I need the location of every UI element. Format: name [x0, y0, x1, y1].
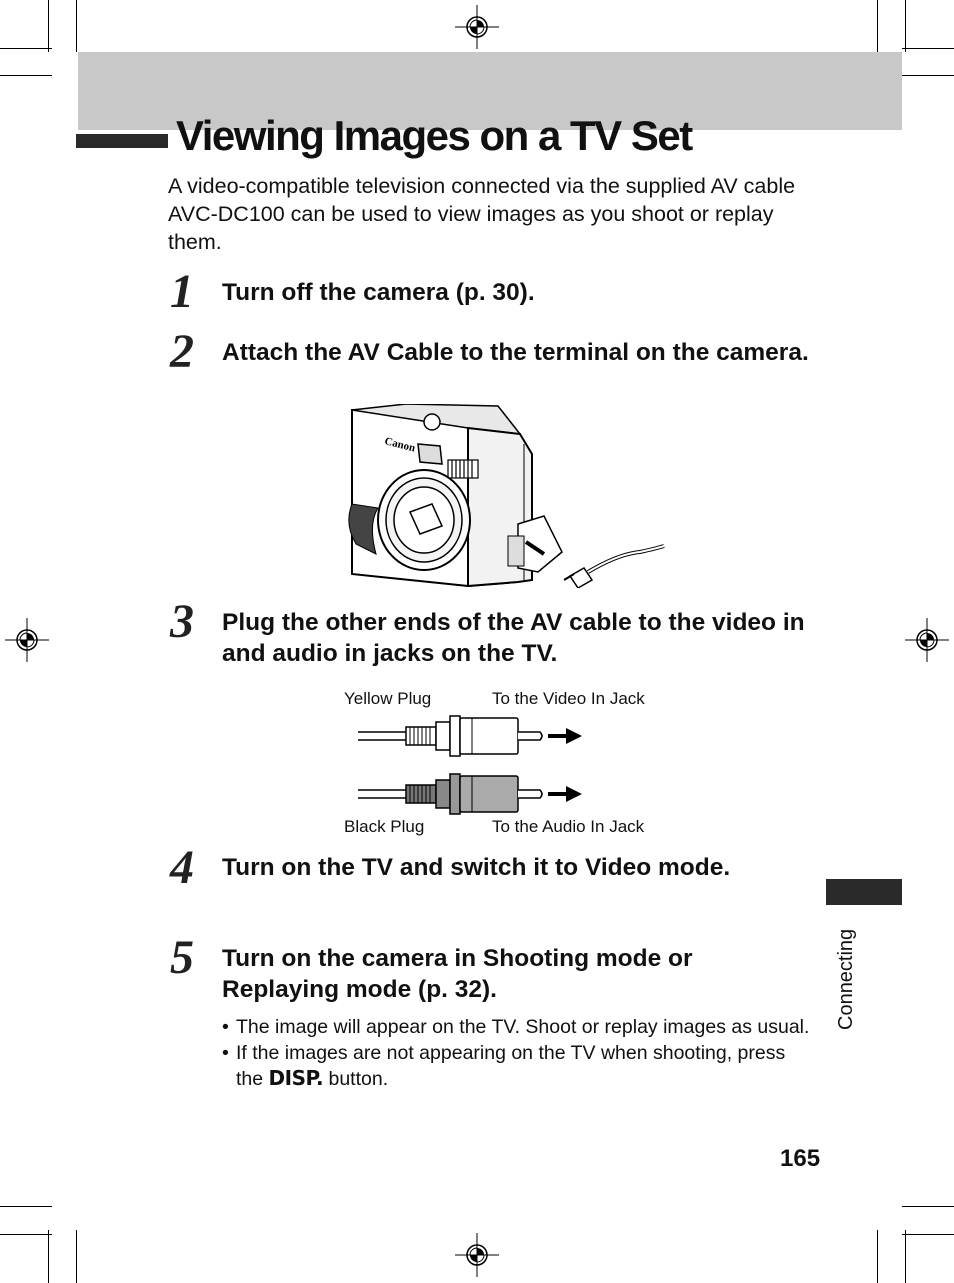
page-number: 165: [780, 1145, 821, 1172]
bullet-icon: •: [222, 1041, 229, 1064]
section-tab-marker: [826, 879, 902, 905]
notes-list: [222, 1015, 812, 1093]
yellow-plug-label: Yellow Plug: [344, 689, 432, 708]
audio-jack-label: To the Audio In Jack: [492, 817, 645, 836]
step-text-4: Turn on the TV and switch it to Video mode.: [222, 854, 731, 881]
step-text-3: Plug the other ends of the AV cable to the video in and audio in jacks on the TV.: [222, 609, 805, 667]
page-title: Viewing Images on a TV Set: [176, 112, 692, 159]
bullet-icon: •: [222, 1016, 229, 1038]
disp-button-glyph: DISP.: [268, 1066, 324, 1090]
step-number-5: 5: [170, 931, 194, 984]
step-number-4: 4: [170, 841, 194, 894]
step-number-1: 1: [170, 265, 194, 318]
registration-mark-left-icon: [5, 618, 49, 662]
step-number-3: 3: [170, 595, 194, 648]
note-text-2: If the images are not appearing on the TV when shooting, press the: [236, 1041, 786, 1090]
camera-illustration: [348, 404, 670, 588]
registration-mark-top-icon: [455, 5, 499, 49]
registration-mark-right-icon: [905, 618, 949, 662]
step-text-1: Turn off the camera (p. 30).: [222, 279, 535, 306]
note-text-1: The image will appear on the TV. Shoot or replay images as usual.: [236, 1016, 810, 1038]
step-text-2: Attach the AV Cable to the terminal on the camera.: [222, 339, 809, 366]
section-tab-label: Connecting: [835, 928, 857, 1030]
note-text-2-end: button.: [328, 1068, 389, 1090]
intro-paragraph: A video-compatible television connected via the supplied AV cable AVC-DC100 can be used to view images as you shoot or replay them.: [168, 174, 796, 254]
registration-mark-bottom-icon: [455, 1233, 499, 1277]
video-jack-label: To the Video In Jack: [492, 689, 645, 708]
black-plug-diagram: [356, 772, 588, 816]
black-plug-label: Black Plug: [344, 817, 425, 836]
yellow-plug-diagram: [356, 714, 588, 758]
step-number-2: 2: [170, 325, 194, 378]
note-item: [222, 1015, 812, 1041]
step-text-5: Turn on the camera in Shooting mode or Replaying mode (p. 32).: [222, 945, 693, 1003]
note-item: [222, 1041, 812, 1093]
title-accent-bar: [76, 134, 168, 148]
camera-brand-logo: Canon: [383, 435, 417, 455]
